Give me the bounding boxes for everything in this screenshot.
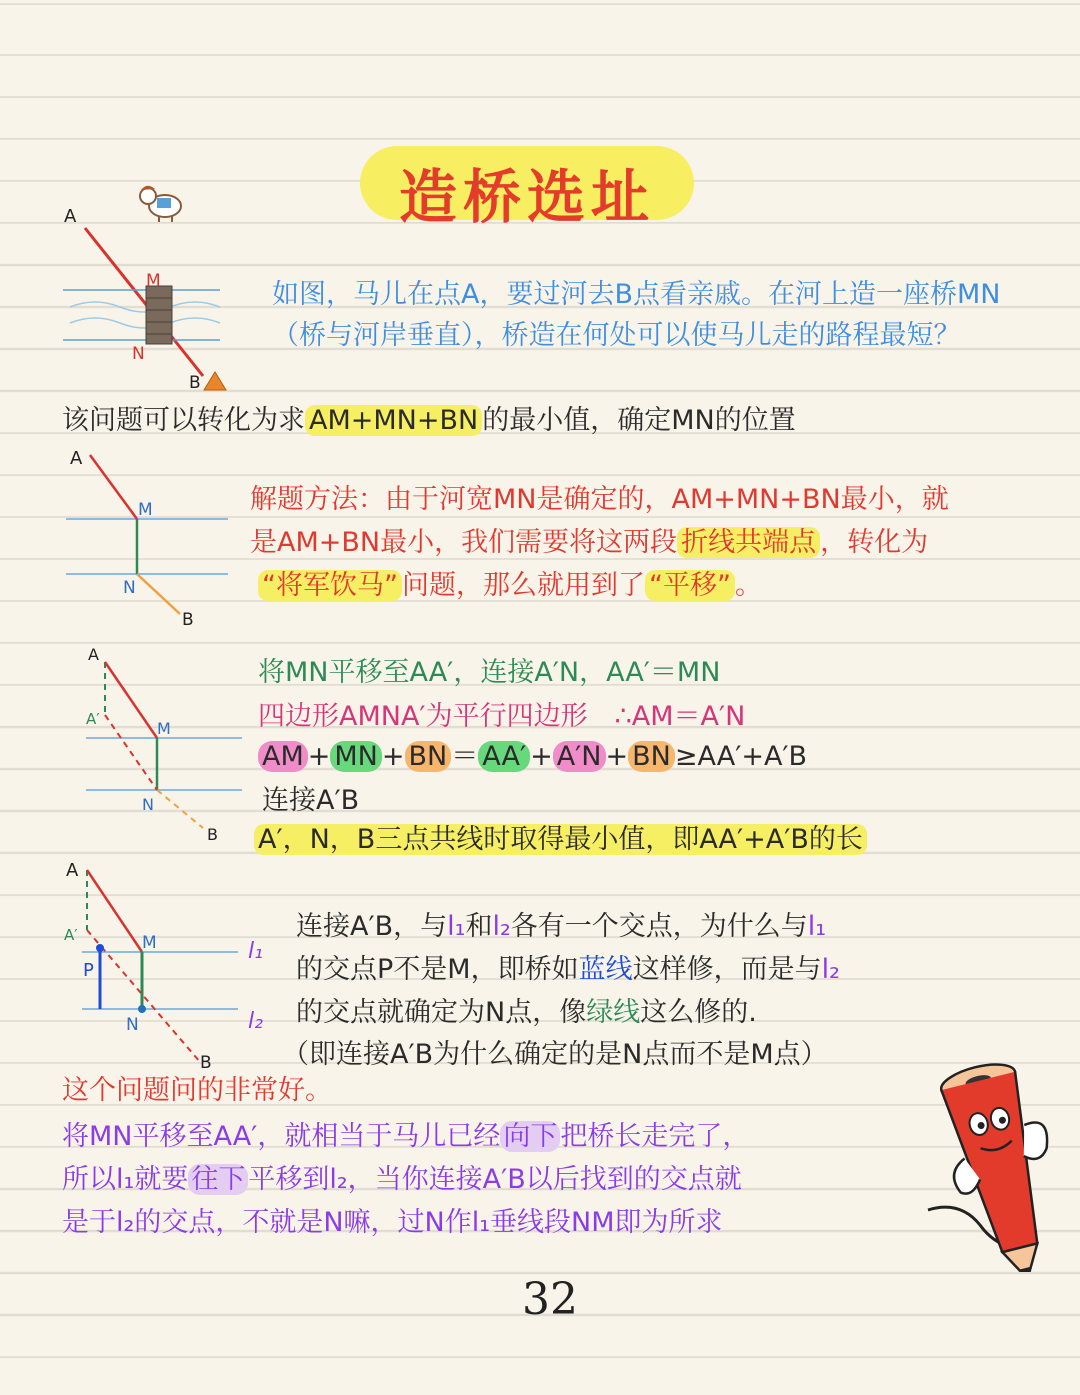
method-highlight-general: “将军饮马” <box>258 570 402 601</box>
label-B: B <box>182 610 194 630</box>
diagram-translation <box>70 640 250 850</box>
answer-line-4: 是于l₂的交点，不就是N嘛，过N作l₁垂线段NM即为所求 <box>62 1207 723 1238</box>
label-A: A <box>88 645 99 664</box>
answer-highlight-down: 向下 <box>500 1121 560 1152</box>
transform-expr: AM+MN+BN <box>305 405 482 436</box>
method-line-2-pre: 是AM+BN最小，我们需要将这两段 <box>250 527 678 558</box>
proof-line-4: 连接A′B <box>262 785 360 816</box>
transform-post: 的最小值，确定MN的位置 <box>482 405 796 436</box>
answer-line-1: 这个问题问的非常好。 <box>62 1075 332 1106</box>
proof-conclusion: A′，N，B三点共线时取得最小值，即AA′+A′B的长 <box>254 824 867 855</box>
transform-line <box>62 404 796 438</box>
label-A-prime: A′ <box>86 710 100 728</box>
question-line-2-a: 的交点P不是M，即桥如 <box>296 954 579 985</box>
question-line-3-b: 这么修的. <box>640 997 757 1028</box>
label-N: N <box>142 795 154 814</box>
question-line-1-c: 各有一个交点，为什么与 <box>510 911 808 942</box>
label-A-prime: A′ <box>64 926 78 944</box>
label-B: B <box>200 1053 212 1073</box>
diagram-intersections <box>60 852 280 1074</box>
method-line-3-end: 。 <box>734 570 762 601</box>
answer-line-3 <box>62 1163 742 1197</box>
term-AM: AM <box>258 741 308 772</box>
question-l1: l₁ <box>447 911 466 942</box>
segment-AM <box>90 455 137 519</box>
question-line-3-a: 的交点就确定为N点，像 <box>296 997 587 1028</box>
question-l2: l₂ <box>492 911 511 942</box>
segment-NB <box>137 574 180 614</box>
label-N: N <box>126 1015 139 1035</box>
label-M: M <box>157 719 171 738</box>
intro-line-1: 如图，马儿在点A，要过河去B点看亲戚。在河上造一座桥MN <box>272 279 1001 310</box>
method-line-2 <box>250 526 928 560</box>
method-line-1: 解题方法：由于河宽MN是确定的，AM+MN+BN最小，就 <box>250 484 949 515</box>
proof-line-5 <box>254 823 867 857</box>
method-line-3 <box>258 569 762 603</box>
term-BN: BN <box>405 741 452 772</box>
label-M: M <box>142 933 157 953</box>
proof-line-1: 将MN平移至AA′，连接A′N，AA′＝MN <box>258 657 721 688</box>
question-line-2 <box>296 953 840 987</box>
pencil-mascot-icon <box>920 1050 1070 1272</box>
answer-line-2 <box>62 1120 749 1154</box>
label-l1: l₁ <box>248 939 263 964</box>
method-highlight-translate: “平移” <box>645 570 735 601</box>
answer-highlight-move-down: 往下 <box>188 1164 248 1195</box>
op-plus: + <box>307 741 331 772</box>
point-P <box>96 944 104 952</box>
wave-2 <box>70 318 220 328</box>
bridge-icon <box>146 286 172 344</box>
title-highlight <box>360 146 694 231</box>
inequality-rest: ≥AA′+A′B <box>674 741 808 772</box>
question-line-4: （即连接A′B为什么确定的是N点而不是M点） <box>282 1039 828 1070</box>
label-P: P <box>83 960 94 981</box>
label-N: N <box>123 578 136 598</box>
question-green-line: 绿线 <box>586 997 641 1028</box>
label-M: M <box>138 500 153 520</box>
label-A: A <box>70 448 83 469</box>
label-A: A <box>64 206 77 227</box>
question-line-3 <box>296 996 757 1030</box>
question-line-1-a: 连接A′B，与 <box>296 911 448 942</box>
proof-line-3 <box>258 740 807 774</box>
page-title: 造桥选址 <box>398 163 655 231</box>
answer-line-3-b: 平移到l₂，当你连接A′B以后找到的交点就 <box>248 1164 742 1195</box>
intro-line-2: （桥与河岸垂直），桥造在何处可以使马儿走的路程最短？ <box>272 320 961 351</box>
op-plus: + <box>530 741 553 772</box>
op-equals: ＝ <box>451 741 479 772</box>
diagram-river-bridge <box>55 180 235 395</box>
method-line-2-post: ，转化为 <box>820 527 929 558</box>
term-AA-prime: AA′ <box>478 741 530 772</box>
proof-line-2: 四边形AMNA′为平行四边形 ∴AM＝A′N <box>258 701 746 732</box>
answer-line-2-a: 将MN平移至AA′，就相当于马儿已经 <box>62 1121 501 1152</box>
horse-icon <box>140 186 181 222</box>
label-l2: l₂ <box>248 1009 263 1034</box>
op-plus: + <box>605 741 629 772</box>
term-A-prime-N: A′N <box>553 741 606 772</box>
op-plus: + <box>381 741 405 772</box>
point-N <box>138 1005 146 1013</box>
term-BN-2: BN <box>628 741 675 772</box>
label-B: B <box>189 373 201 393</box>
segment-NB <box>157 790 203 828</box>
answer-line-2-b: 把桥长走完了， <box>560 1121 750 1152</box>
tent-icon <box>204 372 226 390</box>
question-line-2-b: 这样修，而是与 <box>632 954 822 985</box>
page-number: 32 <box>522 1274 578 1325</box>
label-M: M <box>146 271 161 291</box>
question-l2-b: l₂ <box>821 954 840 985</box>
method-line-3-mid: 问题，那么就用到了 <box>401 570 645 601</box>
question-l1-b: l₁ <box>807 911 827 942</box>
method-highlight-endpoint: 折线共端点 <box>677 527 820 558</box>
question-line-1 <box>296 910 826 944</box>
question-line-1-b: 和 <box>465 911 493 942</box>
label-A: A <box>66 860 79 881</box>
transform-pre: 该问题可以转化为求 <box>62 405 305 436</box>
diagram-bent-path <box>60 442 240 632</box>
label-B: B <box>207 825 218 844</box>
answer-line-3-a: 所以l₁就要 <box>62 1164 189 1195</box>
term-MN: MN <box>330 741 382 772</box>
question-blue-line: 蓝线 <box>578 954 633 985</box>
label-N: N <box>132 344 145 364</box>
